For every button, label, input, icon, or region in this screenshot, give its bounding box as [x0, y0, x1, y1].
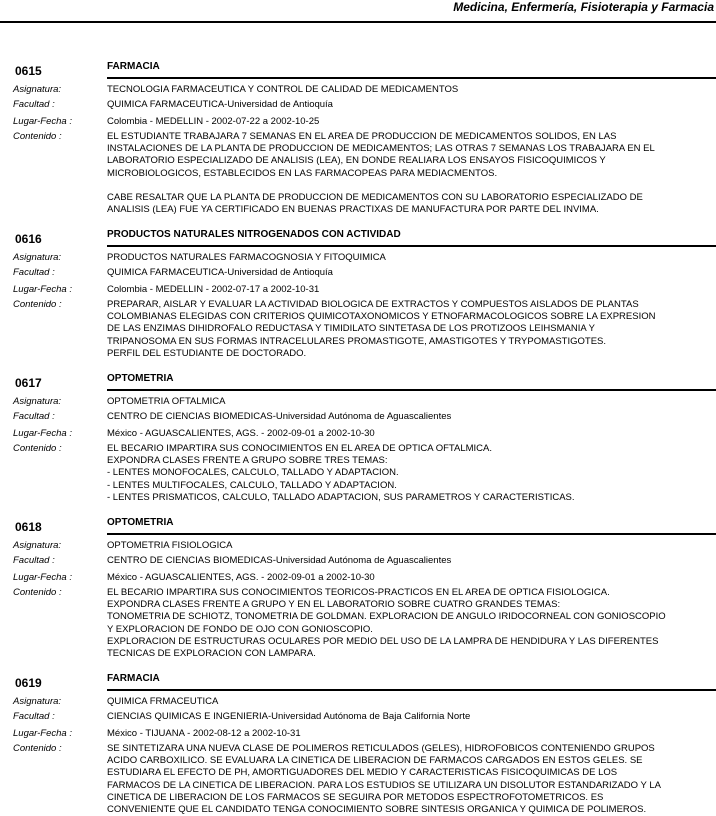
lugar-fecha-value: México - AGUASCALIENTES, AGS. - 2002-09-01 a 2002-10-30: [107, 428, 375, 439]
lugar-fecha-label: Lugar-Fecha :: [13, 428, 72, 439]
contenido-label: Contenido :: [13, 743, 62, 754]
asignatura-value: QUIMICA FRMACEUTICA: [107, 696, 219, 707]
facultad-value: QUIMICA FARMACEUTICA-Universidad de Antioquía: [107, 267, 333, 278]
entry-divider: [107, 389, 716, 391]
contenido-paragraph: PREPARAR, AISLAR Y EVALUAR LA ACTIVIDAD BIOLOGICA DE EXTRACTOS Y COMPUESTOS AISLADOS DE PLANTAS COLOMBIANAS ELEGIDAS CON CRITERIOS QUIMICOTAXONOMICOS Y ETNOFARMACOLOGICOS SOBRE LA EXPRESION DE LAS ENZIMAS DIHIDROFALO REDUCTASA Y TIMIDILATO SINTETASA DE LOS PROTIZOOS LEIHSMANIA Y TRIPANOSOMA EN SUS FORMAS INTRACELULARES PROMASTIGOTE, AMASTIGOTES Y TRYPOMASTIGOTES. PERFIL DEL ESTUDIANTE DE DOCTORADO.: [107, 299, 656, 359]
contenido-label: Contenido :: [13, 443, 62, 454]
asignatura-label: Asignatura:: [13, 696, 62, 707]
contenido-label: Contenido :: [13, 131, 62, 142]
facultad-label: Facultad :: [13, 555, 55, 566]
entry-title: OPTOMETRIA: [107, 373, 174, 384]
entry-code: 0617: [15, 376, 42, 390]
lugar-fecha-label: Lugar-Fecha :: [13, 116, 72, 127]
lugar-fecha-label: Lugar-Fecha :: [13, 572, 72, 583]
asignatura-value: TECNOLOGIA FARMACEUTICA Y CONTROL DE CALIDAD DE MEDICAMENTOS: [107, 84, 459, 95]
facultad-label: Facultad :: [13, 711, 55, 722]
asignatura-label: Asignatura:: [13, 540, 62, 551]
lugar-fecha-label: Lugar-Fecha :: [13, 728, 72, 739]
facultad-label: Facultad :: [13, 267, 55, 278]
entry-title: FARMACIA: [107, 61, 160, 72]
facultad-value: CIENCIAS QUIMICAS E INGENIERIA-Universidad Autónoma de Baja California Norte: [107, 711, 471, 722]
contenido-label: Contenido :: [13, 299, 62, 310]
facultad-label: Facultad :: [13, 99, 55, 110]
contenido-text: [107, 587, 713, 660]
contenido-paragraph: EL BECARIO IMPARTIRA SUS CONOCIMIENTOS EN EL AREA DE OPTICA OFTALMICA. EXPONDRA CLASES FRENTE A GRUPO SOBRE TRES TEMAS: - LENTES MONOFOCALES, CALCULO, TALLADO Y ADAPTACION. - LENTES MULTIFOCALES, CALCULO, TALLADO Y ADAPTACION. - LENTES PRISMATICOS, CALCULO, TALLADO ADAPTACION, SUS PARAMETROS Y CARACTERISTICAS.: [107, 443, 575, 503]
facultad-value: CENTRO DE CIENCIAS BIOMEDICAS-Universidad Autónoma de Aguascalientes: [107, 411, 452, 422]
asignatura-label: Asignatura:: [13, 84, 62, 95]
facultad-value: QUIMICA FARMACEUTICA-Universidad de Antioquía: [107, 99, 333, 110]
contenido-paragraph: SE SINTETIZARA UNA NUEVA CLASE DE POLIMEROS RETICULADOS (GELES), HIDROFOBICOS CONTENIENDO GRUPOS ACIDO CARBOXILICO. SE EVALUARA LA CINETICA DE LIBERACION DE FARMACOS CARGADOS EN ESTOS GELES. SE ESTUDIARA EL EFECTO DE PH, AMORTIGUADORES DEL MEDIO Y CARACTERISTICAS FISICOQUIMICAS DE LOS FARMACOS DE LA CINETICA DE LIBERACION. PARA LOS ESTUDIOS SE UTILIZARA UN DISOLUTOR ESTANDARIZADO Y LA CINETICA DE LIBERACION DE LOS FARMACOS SE SEGUIRA POR METODOS ESPECTROFOTOMETRICOS. ES CONVENIENTE QUE EL CANDIDATO TENGA CONOCIMIENTO SOBRE SINTESIS ORGANICA Y QUIMICA DE POLIMEROS.: [107, 743, 661, 816]
facultad-value: CENTRO DE CIENCIAS BIOMEDICAS-Universidad Autónoma de Aguascalientes: [107, 555, 452, 566]
lugar-fecha-value: Colombia - MEDELLIN - 2002-07-17 a 2002-10-31: [107, 284, 320, 295]
asignatura-value: PRODUCTOS NATURALES FARMACOGNOSIA Y FITOQUIMICA: [107, 252, 386, 263]
asignatura-value: OPTOMETRIA FISIOLOGICA: [107, 540, 233, 551]
entry-title: PRODUCTOS NATURALES NITROGENADOS CON ACTIVIDAD: [107, 229, 401, 240]
lugar-fecha-value: Colombia - MEDELLIN - 2002-07-22 a 2002-10-25: [107, 116, 320, 127]
facultad-label: Facultad :: [13, 411, 55, 422]
entry-divider: [107, 689, 716, 691]
contenido-text: [107, 443, 713, 504]
contenido-text: [107, 299, 713, 360]
header-divider: [0, 21, 716, 23]
page-header-title: Medicina, Enfermería, Fisioterapia y Farmacia: [453, 0, 714, 14]
asignatura-label: Asignatura:: [13, 396, 62, 407]
contenido-text: [107, 743, 713, 816]
contenido-paragraph: EL BECARIO IMPARTIRA SUS CONOCIMIENTOS TEORICOS-PRACTICOS EN EL AREA DE OPTICA FISIOLOGICA. EXPONDRA CLASES FRENTE A GRUPO Y EN EL LABORATORIO SOBRE CUATRO GRANDES TEMAS: TONOMETRIA DE SCHIOTZ, TONOMETRIA DE GOLDMAN. EXPLORACION DE ANGULO IRIDOCORNEAL CON GONIOSCOPIO Y EXPLORACION DE FONDO DE OJO CON GONIOSCOPIO. EXPLORACION DE ESTRUCTURAS OCULARES POR MEDIO DEL USO DE LA LAMPRA DE HENDIDURA Y LAS DIFERENTES TECNICAS DE EXPLORACION CON LAMPARA.: [107, 587, 666, 660]
entry-code: 0618: [15, 520, 42, 534]
entry-divider: [107, 77, 716, 79]
contenido-paragraph: CABE RESALTAR QUE LA PLANTA DE PRODUCCION DE MEDICAMENTOS CON SU LABORATORIO ESPECIALIZADO DE ANALISIS (LEA) FUE YA CERTIFICADO EN BUENAS PRACTIXAS DE MANUFACTURA POR PARTE DEL INVIMA.: [107, 191, 643, 216]
asignatura-value: OPTOMETRIA OFTALMICA: [107, 396, 226, 407]
entry-title: FARMACIA: [107, 673, 160, 684]
lugar-fecha-value: México - TIJUANA - 2002-08-12 a 2002-10-31: [107, 728, 301, 739]
entry-title: OPTOMETRIA: [107, 517, 174, 528]
lugar-fecha-value: México - AGUASCALIENTES, AGS. - 2002-09-01 a 2002-10-30: [107, 572, 375, 583]
contenido-paragraph: EL ESTUDIANTE TRABAJARA 7 SEMANAS EN EL AREA DE PRODUCCION DE MEDICAMENTOS SOLIDOS, EN LAS INSTALACIONES DE LA PLANTA DE PRODUCCION DE MEDICAMENTOS; LAS OTRAS 7 SEMANAS LOS TRABAJARA EN EL LABORATORIO ESPECIALIZADO DE ANALISIS (LEA), EN DONDE REALIARA LOS ENSAYOS FISICOQUIMICOS Y MICROBIOLOGICOS, ESTABLECIDOS EN LAS FARMACOPEAS PARA MEDIACMENTOS.: [107, 131, 655, 179]
contenido-text: [107, 131, 713, 216]
entry-divider: [107, 245, 716, 247]
entry-code: 0615: [15, 64, 42, 78]
entry-code: 0616: [15, 232, 42, 246]
entry-code: 0619: [15, 676, 42, 690]
contenido-label: Contenido :: [13, 587, 62, 598]
entry-divider: [107, 533, 716, 535]
asignatura-label: Asignatura:: [13, 252, 62, 263]
page-header: [0, 0, 716, 24]
lugar-fecha-label: Lugar-Fecha :: [13, 284, 72, 295]
